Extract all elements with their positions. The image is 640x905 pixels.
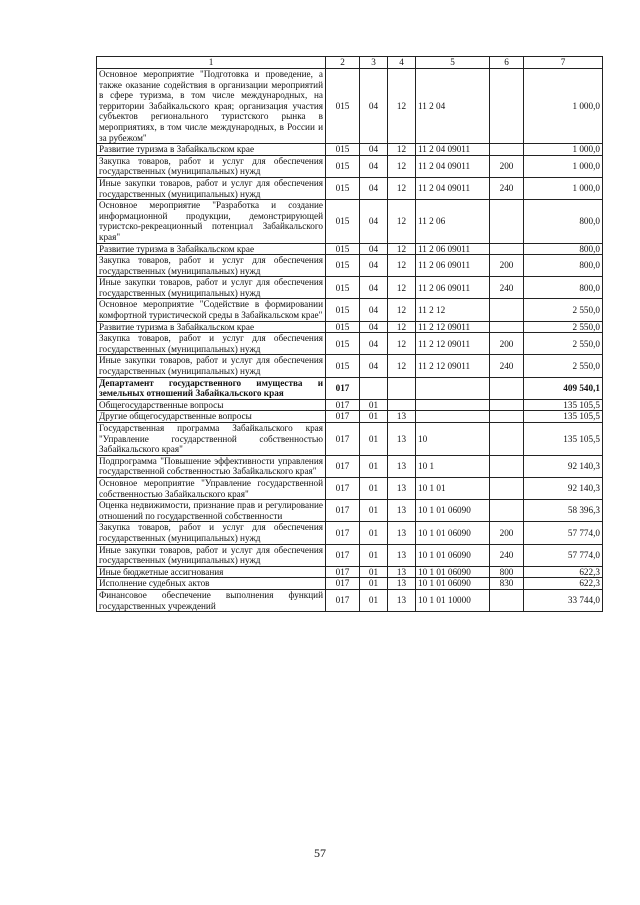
table-row	[97, 566, 603, 578]
column-header: 1	[97, 57, 326, 69]
amount-cell: 622,3	[524, 566, 603, 578]
target-article-cell	[416, 399, 490, 411]
subsection-code-cell: 13	[388, 544, 416, 566]
amount-cell: 800,0	[524, 243, 603, 255]
section-code-cell: 01	[360, 477, 388, 499]
ministry-code-cell: 017	[326, 500, 360, 522]
expense-type-cell	[490, 243, 524, 255]
item-name-cell: Закупка товаров, работ и услуг для обеспечения государственных (муниципальных) нужд	[97, 255, 326, 277]
subsection-code-cell: 12	[388, 299, 416, 321]
item-name-cell: Другие общегосударственные вопросы	[97, 411, 326, 423]
amount-cell: 57 774,0	[524, 544, 603, 566]
item-name-cell: Подпрограмма "Повышение эффективности управления государственной собственностью Забайкальского края"	[97, 455, 326, 477]
section-code-cell: 04	[360, 200, 388, 243]
item-name-cell: Исполнение судебных актов	[97, 578, 326, 590]
section-code-cell: 04	[360, 243, 388, 255]
section-code-cell: 04	[360, 255, 388, 277]
item-name-cell: Основное мероприятие "Подготовка и проведение, а также оказание содействия в организации мероприятий в сфере туризма, в том числе международных, на территории Забайкальского края; организация участия субъектов регионального туристского рынка в мероприятиях, в том числе международных, в России и за рубежом"	[97, 69, 326, 144]
amount-cell: 2 550,0	[524, 333, 603, 355]
target-article-cell: 10 1 01 06090	[416, 522, 490, 544]
item-name-cell: Развитие туризма в Забайкальском крае	[97, 321, 326, 333]
subsection-code-cell: 12	[388, 155, 416, 177]
ministry-code-cell: 017	[326, 566, 360, 578]
item-name-cell: Закупка товаров, работ и услуг для обеспечения государственных (муниципальных) нужд	[97, 155, 326, 177]
expense-type-cell: 240	[490, 177, 524, 199]
section-code-cell: 01	[360, 455, 388, 477]
ministry-code-cell: 015	[326, 333, 360, 355]
amount-cell: 800,0	[524, 200, 603, 243]
item-name-cell: Государственная программа Забайкальского края "Управление государственной собственностью Забайкальского края"	[97, 423, 326, 456]
target-article-cell: 11 2 04 09011	[416, 144, 490, 156]
amount-cell: 135 105,5	[524, 399, 603, 411]
item-name-cell: Развитие туризма в Забайкальском крае	[97, 243, 326, 255]
target-article-cell: 11 2 12 09011	[416, 333, 490, 355]
ministry-code-cell: 017	[326, 589, 360, 611]
table-body	[97, 69, 603, 612]
subsection-code-cell: 12	[388, 255, 416, 277]
column-header: 2	[326, 57, 360, 69]
amount-cell: 1 000,0	[524, 69, 603, 144]
expense-type-cell	[490, 377, 524, 399]
amount-cell: 2 550,0	[524, 321, 603, 333]
table-row	[97, 144, 603, 156]
column-header: 6	[490, 57, 524, 69]
item-name-cell: Иные закупки товаров, работ и услуг для обеспечения государственных (муниципальных) нужд	[97, 277, 326, 299]
expense-type-cell	[490, 500, 524, 522]
target-article-cell	[416, 377, 490, 399]
subsection-code-cell: 12	[388, 144, 416, 156]
subsection-code-cell: 12	[388, 355, 416, 377]
table-row	[97, 69, 603, 144]
amount-cell: 800,0	[524, 255, 603, 277]
table-row	[97, 522, 603, 544]
subsection-code-cell: 13	[388, 566, 416, 578]
target-article-cell: 11 2 12	[416, 299, 490, 321]
item-name-cell: Основное мероприятие "Управление государственной собственностью Забайкальского края"	[97, 477, 326, 499]
target-article-cell: 10 1 01 06090	[416, 566, 490, 578]
section-code-cell: 01	[360, 589, 388, 611]
amount-cell: 135 105,5	[524, 411, 603, 423]
amount-cell: 2 550,0	[524, 299, 603, 321]
subsection-code-cell: 12	[388, 177, 416, 199]
section-code-cell: 04	[360, 155, 388, 177]
expense-type-cell: 240	[490, 544, 524, 566]
expense-type-cell	[490, 477, 524, 499]
target-article-cell: 11 2 12 09011	[416, 355, 490, 377]
section-code-cell: 04	[360, 144, 388, 156]
target-article-cell: 11 2 06 09011	[416, 255, 490, 277]
subsection-code-cell	[388, 377, 416, 399]
target-article-cell: 11 2 04	[416, 69, 490, 144]
subsection-code-cell: 12	[388, 200, 416, 243]
expense-type-cell: 800	[490, 566, 524, 578]
table-row	[97, 544, 603, 566]
target-article-cell: 10 1 01 06090	[416, 578, 490, 590]
expense-type-cell: 830	[490, 578, 524, 590]
subsection-code-cell: 12	[388, 243, 416, 255]
expense-type-cell	[490, 69, 524, 144]
table-row	[97, 177, 603, 199]
expense-type-cell	[490, 321, 524, 333]
target-article-cell: 10	[416, 423, 490, 456]
expense-type-cell	[490, 399, 524, 411]
section-code-cell: 01	[360, 399, 388, 411]
amount-cell: 409 540,1	[524, 377, 603, 399]
item-name-cell: Основное мероприятие "Содействие в формировании комфортной туристической среды в Забайкальском крае"	[97, 299, 326, 321]
amount-cell: 33 744,0	[524, 589, 603, 611]
target-article-cell: 11 2 06 09011	[416, 243, 490, 255]
ministry-code-cell: 015	[326, 299, 360, 321]
amount-cell: 800,0	[524, 277, 603, 299]
target-article-cell: 10 1	[416, 455, 490, 477]
item-name-cell: Оценка недвижимости, признание прав и регулирование отношений по государственной собственности	[97, 500, 326, 522]
column-header: 7	[524, 57, 603, 69]
expense-type-cell	[490, 411, 524, 423]
expense-type-cell	[490, 455, 524, 477]
amount-cell: 1 000,0	[524, 177, 603, 199]
item-name-cell: Общегосударственные вопросы	[97, 399, 326, 411]
subsection-code-cell: 13	[388, 455, 416, 477]
table-row	[97, 299, 603, 321]
section-code-cell	[360, 377, 388, 399]
table-row	[97, 321, 603, 333]
item-name-cell: Иные бюджетные ассигнования	[97, 566, 326, 578]
ministry-code-cell: 017	[326, 399, 360, 411]
budget-document	[96, 56, 602, 612]
table-row	[97, 477, 603, 499]
ministry-code-cell: 017	[326, 411, 360, 423]
subsection-code-cell: 13	[388, 578, 416, 590]
table-row	[97, 411, 603, 423]
table-row	[97, 200, 603, 243]
section-code-cell: 01	[360, 578, 388, 590]
target-article-cell: 10 1 01	[416, 477, 490, 499]
section-code-cell: 04	[360, 299, 388, 321]
item-name-cell: Развитие туризма в Забайкальском крае	[97, 144, 326, 156]
section-code-cell: 04	[360, 277, 388, 299]
section-code-cell: 01	[360, 411, 388, 423]
item-name-cell: Закупка товаров, работ и услуг для обеспечения государственных (муниципальных) нужд	[97, 333, 326, 355]
subsection-code-cell: 12	[388, 321, 416, 333]
section-code-cell: 01	[360, 500, 388, 522]
section-code-cell: 01	[360, 423, 388, 456]
ministry-code-cell: 015	[326, 255, 360, 277]
amount-cell: 58 396,3	[524, 500, 603, 522]
ministry-code-cell: 017	[326, 423, 360, 456]
amount-cell: 92 140,3	[524, 455, 603, 477]
expense-type-cell	[490, 589, 524, 611]
target-article-cell: 10 1 01 10000	[416, 589, 490, 611]
table-header-row	[97, 57, 603, 69]
budget-table	[96, 56, 603, 612]
target-article-cell: 10 1 01 06090	[416, 500, 490, 522]
ministry-code-cell: 015	[326, 277, 360, 299]
ministry-code-cell: 015	[326, 155, 360, 177]
amount-cell: 57 774,0	[524, 522, 603, 544]
expense-type-cell	[490, 200, 524, 243]
ministry-code-cell: 015	[326, 355, 360, 377]
target-article-cell: 11 2 06 09011	[416, 277, 490, 299]
amount-cell: 135 105,5	[524, 423, 603, 456]
section-code-cell: 01	[360, 522, 388, 544]
expense-type-cell: 240	[490, 355, 524, 377]
item-name-cell: Закупка товаров, работ и услуг для обеспечения государственных (муниципальных) нужд	[97, 522, 326, 544]
ministry-code-cell: 015	[326, 321, 360, 333]
subsection-code-cell: 13	[388, 522, 416, 544]
section-code-cell: 01	[360, 544, 388, 566]
section-code-cell: 04	[360, 69, 388, 144]
target-article-cell	[416, 411, 490, 423]
ministry-code-cell: 015	[326, 144, 360, 156]
subsection-code-cell: 13	[388, 477, 416, 499]
expense-type-cell: 200	[490, 255, 524, 277]
ministry-code-cell: 015	[326, 200, 360, 243]
item-name-cell: Основное мероприятие "Разработка и создание информационной продукции, демонстрирующей туристско-рекреационный потенциал Забайкальского края"	[97, 200, 326, 243]
table-row	[97, 243, 603, 255]
subsection-code-cell: 12	[388, 333, 416, 355]
table-row	[97, 399, 603, 411]
item-name-cell: Иные закупки товаров, работ и услуг для обеспечения государственных (муниципальных) нужд	[97, 544, 326, 566]
table-row	[97, 377, 603, 399]
column-header: 3	[360, 57, 388, 69]
section-code-cell: 04	[360, 321, 388, 333]
target-article-cell: 11 2 04 09011	[416, 177, 490, 199]
expense-type-cell: 200	[490, 155, 524, 177]
ministry-code-cell: 017	[326, 544, 360, 566]
ministry-code-cell: 015	[326, 177, 360, 199]
ministry-code-cell: 017	[326, 455, 360, 477]
subsection-code-cell: 13	[388, 411, 416, 423]
subsection-code-cell: 13	[388, 589, 416, 611]
ministry-code-cell: 017	[326, 522, 360, 544]
amount-cell: 1 000,0	[524, 155, 603, 177]
subsection-code-cell: 12	[388, 277, 416, 299]
table-row	[97, 333, 603, 355]
table-row	[97, 155, 603, 177]
amount-cell: 1 000,0	[524, 144, 603, 156]
expense-type-cell: 200	[490, 522, 524, 544]
column-header: 5	[416, 57, 490, 69]
table-row	[97, 455, 603, 477]
section-code-cell: 04	[360, 333, 388, 355]
page-number: 57	[314, 846, 326, 860]
table-row	[97, 578, 603, 590]
ministry-code-cell: 017	[326, 377, 360, 399]
section-code-cell: 01	[360, 566, 388, 578]
target-article-cell: 11 2 04 09011	[416, 155, 490, 177]
subsection-code-cell: 12	[388, 69, 416, 144]
subsection-code-cell: 13	[388, 423, 416, 456]
amount-cell: 92 140,3	[524, 477, 603, 499]
table-row	[97, 423, 603, 456]
item-name-cell: Иные закупки товаров, работ и услуг для обеспечения государственных (муниципальных) нужд	[97, 177, 326, 199]
amount-cell: 2 550,0	[524, 355, 603, 377]
subsection-code-cell	[388, 399, 416, 411]
ministry-code-cell: 017	[326, 578, 360, 590]
item-name-cell: Иные закупки товаров, работ и услуг для обеспечения государственных (муниципальных) нужд	[97, 355, 326, 377]
ministry-code-cell: 015	[326, 243, 360, 255]
table-row	[97, 500, 603, 522]
ministry-code-cell: 017	[326, 477, 360, 499]
section-code-cell: 04	[360, 355, 388, 377]
expense-type-cell: 200	[490, 333, 524, 355]
expense-type-cell: 240	[490, 277, 524, 299]
subsection-code-cell: 13	[388, 500, 416, 522]
expense-type-cell	[490, 144, 524, 156]
target-article-cell: 11 2 06	[416, 200, 490, 243]
table-row	[97, 589, 603, 611]
expense-type-cell	[490, 423, 524, 456]
table-row	[97, 355, 603, 377]
column-header: 4	[388, 57, 416, 69]
section-code-cell: 04	[360, 177, 388, 199]
target-article-cell: 11 2 12 09011	[416, 321, 490, 333]
table-row	[97, 277, 603, 299]
amount-cell: 622,3	[524, 578, 603, 590]
target-article-cell: 10 1 01 06090	[416, 544, 490, 566]
item-name-cell: Департамент государственного имущества и земельных отношений Забайкальского края	[97, 377, 326, 399]
table-row	[97, 255, 603, 277]
ministry-code-cell: 015	[326, 69, 360, 144]
expense-type-cell	[490, 299, 524, 321]
item-name-cell: Финансовое обеспечение выполнения функций государственных учреждений	[97, 589, 326, 611]
